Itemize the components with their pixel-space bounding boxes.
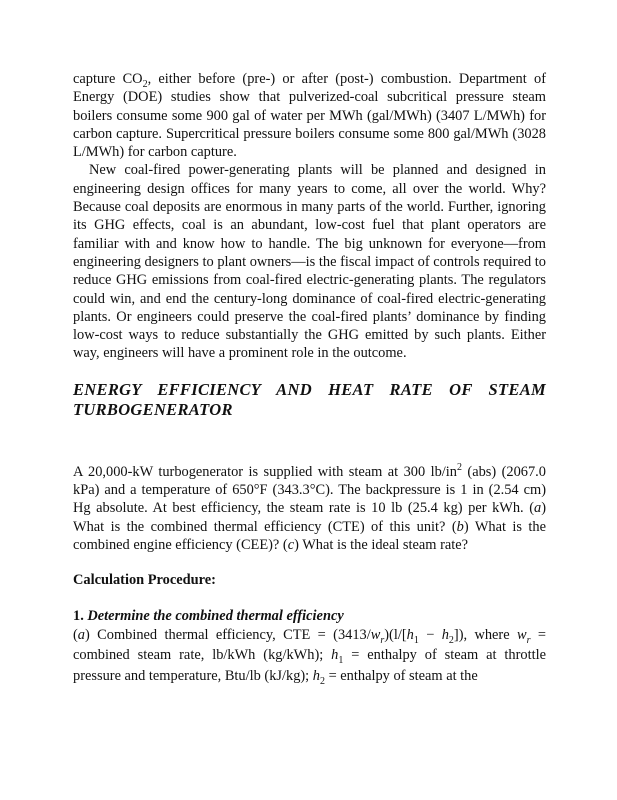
text-run: )(l/[ [384, 626, 407, 643]
variable-h: h [406, 626, 414, 643]
variable-h: h [312, 667, 320, 684]
subscript: 2 [319, 675, 325, 687]
part-label-b: b [456, 518, 464, 535]
text-run: ) Combined thermal efficiency, CTE = (3413/ [85, 626, 371, 643]
body-paragraph: New coal-fired power-generating plants will be planned and designed in engineering design offices for many years to come, all over the world. Why? Because coal deposits are enormous in many parts of the world. Further, ignoring its GHG effects, coal is an abundant, low-cost fuel that plant operators are familiar with and know how to handle. The big unknown for everyone—from engineering designers to plant owners—is the fiscal impact of controls required to reduce GHG emissions from coal-fired electric-generating plants. The regulators could win, and end the century-long dominance of coal-fired electric-generating plants. Or engineers could preserve the coal-fired plants’ dominance by finding low-cost ways to reduce substantially the GHG emitted by such plants. Either way, engineers will have a prominent role in the outcome. [73, 162, 546, 362]
subscript: 1 [338, 655, 344, 667]
variable-h: h [331, 647, 339, 664]
text-run: (abs) (2067.0 kPa) and a temperature of 650°F (343.3°C). The backpressure is 1 in (2.54 cm) Hg absolute. At best efficiency, the steam rate is 10 lb (25.4 kg) per kWh. ( [73, 463, 546, 517]
subscript: 2 [142, 78, 148, 90]
subscript-r: r [526, 634, 531, 646]
variable-w: w [370, 626, 381, 643]
subscript-r: r [380, 634, 385, 646]
text-run: ) What is the combined engine efficiency (CEE)? ( [73, 518, 547, 553]
text-run: ) What is the combined thermal efficiency (CTE) of this unit? ( [73, 500, 546, 535]
text-run: ]), where [453, 626, 517, 643]
step-heading [73, 607, 546, 625]
text-run: capture CO [73, 71, 143, 87]
part-label-a: a [77, 626, 85, 643]
problem-statement [73, 463, 546, 554]
intro-paragraph [73, 70, 546, 161]
text-run: = combined steam rate, lb/kWh (kg/kWh); [73, 626, 547, 664]
superscript: 2 [456, 461, 462, 473]
variable-h: h [441, 626, 449, 643]
step-number: 1. [73, 607, 84, 624]
calculation-procedure-heading: Calculation Procedure: [73, 572, 216, 589]
subscript: 1 [413, 634, 419, 646]
text-run: , either before (pre-) or after (post-) combustion. Department of Energy (DOE) studies show that pulverized-coal subcritical pressure steam boilers consume some 900 gal of water per MWh (gal/MWh) (3407 L/MWh) for carbon capture. Supercritical pressure boilers consume some 800 gal/MWh (3028 L/MWh) for carbon capture. [73, 71, 546, 161]
text-run: ( [73, 626, 78, 643]
document-page [73, 70, 546, 686]
text-run: = enthalpy of steam at the [324, 667, 478, 684]
step-text [73, 625, 546, 687]
text-run: A 20,000-kW turbogenerator is supplied with steam at 300 lb/in [73, 463, 457, 480]
variable-w: w [517, 626, 527, 643]
step-title: Determine the combined thermal efficiency [87, 607, 344, 624]
text-run: − [418, 626, 442, 643]
text-run: ) What is the ideal steam rate? [294, 536, 469, 553]
text-run: = enthalpy of steam at throttle pressure and temperature, Btu/lb (kJ/kg); [73, 647, 546, 684]
section-heading: ENERGY EFFICIENCY AND HEAT RATE OF STEAM TURBOGENERATOR [73, 379, 546, 420]
part-label-c: c [287, 536, 295, 553]
part-label-a: a [534, 500, 542, 517]
subscript: 2 [448, 634, 454, 646]
